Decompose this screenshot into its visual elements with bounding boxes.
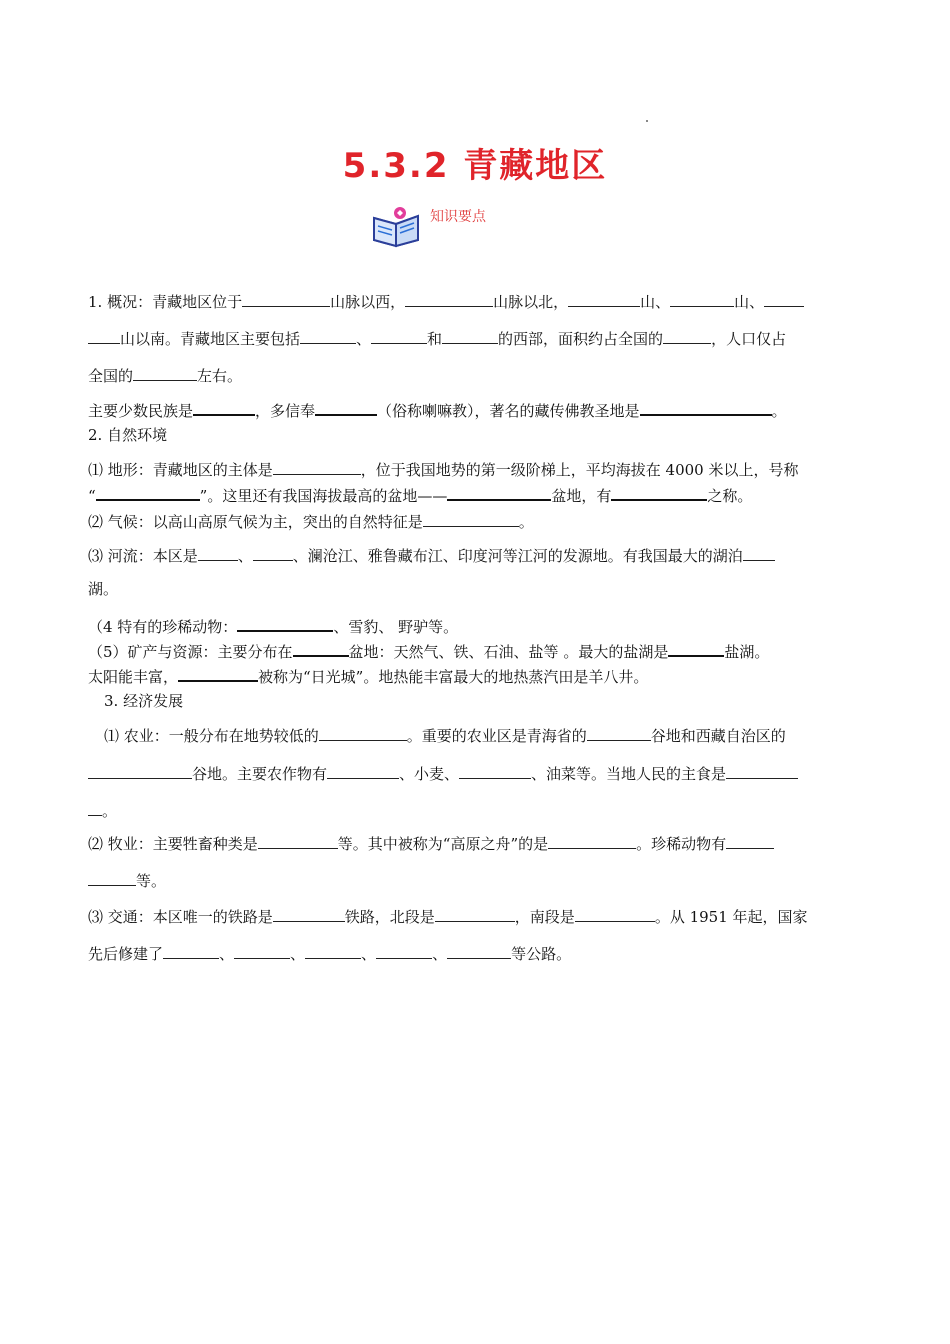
line-text: ⑴ 农业：一般分布在地势较低的 <box>104 727 319 745</box>
line-text: ⑵ 牧业：主要牲畜种类是 <box>88 835 258 853</box>
fill-in-blank <box>575 905 655 922</box>
fill-in-blank <box>88 799 102 816</box>
fill-in-blank <box>663 327 711 344</box>
fill-in-blank <box>371 327 427 344</box>
terrain-line-2 <box>88 483 868 507</box>
line-text: ，位于我国地势的第一级阶梯上，平均海拔在 4000 米以上，号称 <box>360 461 799 479</box>
line-text: （4 特有的珍稀动物： <box>88 618 238 636</box>
section-label: 知识要点 <box>430 209 486 225</box>
overview-line-1 <box>88 290 868 313</box>
fill-in-blank <box>253 544 293 561</box>
overview-line-2 <box>88 327 868 350</box>
line-text: ⑴ 地形：青藏地区的主体是 <box>88 461 273 479</box>
fill-in-blank <box>668 639 724 657</box>
line-text: 铁路，北段是 <box>344 908 435 926</box>
line-text: 之称。 <box>707 487 753 505</box>
minerals-line <box>88 639 868 663</box>
line-text: 、小麦、 <box>399 765 460 783</box>
line-text: 盆地，有 <box>551 487 612 505</box>
line-text: ，人口仅占 <box>711 330 787 348</box>
agriculture-line-3 <box>88 799 868 822</box>
husbandry-line-2 <box>88 869 868 892</box>
line-text: ⑶ 交通：本区唯一的铁路是 <box>88 908 273 926</box>
line-text: 太阳能丰富， <box>88 668 179 686</box>
fill-in-blank <box>319 724 407 741</box>
fill-in-blank <box>640 398 772 416</box>
agriculture-line-1 <box>104 724 884 747</box>
fill-in-blank <box>96 483 200 501</box>
fill-in-blank <box>670 290 734 307</box>
animals-line <box>88 614 868 638</box>
fill-in-blank <box>258 832 338 849</box>
fill-in-blank <box>423 510 519 527</box>
line-text: 山、 <box>640 293 671 311</box>
fill-in-blank <box>300 327 356 344</box>
line-text: 先后修建了 <box>88 945 164 963</box>
fill-in-blank <box>548 832 636 849</box>
fill-in-blank <box>743 544 775 561</box>
fill-in-blank <box>305 942 361 959</box>
fill-in-blank <box>88 762 192 779</box>
section-3-heading <box>104 690 884 712</box>
line-text: ，南段是 <box>514 908 575 926</box>
line-text: 山以南。青藏地区主要包括 <box>120 330 301 348</box>
fill-in-blank <box>435 905 515 922</box>
fill-in-blank <box>193 398 255 416</box>
climate-line <box>88 510 868 533</box>
terrain-line-1 <box>88 458 868 481</box>
line-text: 谷地和西藏自治区的 <box>650 727 786 745</box>
fill-in-blank <box>726 762 798 779</box>
line-text: 、 <box>237 547 253 565</box>
line-text: 。重要的农业区是青海省的 <box>406 727 587 745</box>
fill-in-blank <box>447 942 511 959</box>
line-text: 、 <box>361 945 377 963</box>
fill-in-blank <box>764 290 804 307</box>
agriculture-line-2 <box>88 762 868 785</box>
line-text: 主要少数民族是 <box>88 402 194 420</box>
transport-line-2 <box>88 942 868 965</box>
fill-in-blank <box>447 483 551 501</box>
ethnic-line <box>88 398 868 422</box>
line-text: （5）矿产与资源：主要分布在 <box>88 643 293 661</box>
line-text: 。 <box>518 513 534 531</box>
fill-in-blank <box>178 664 258 682</box>
line-text: 。 <box>771 402 787 420</box>
fill-in-blank <box>726 832 774 849</box>
fill-in-blank <box>405 290 493 307</box>
fill-in-blank <box>273 905 345 922</box>
line-text: 、 <box>290 945 306 963</box>
line-text: 全国的 <box>88 367 134 385</box>
line-text: 、油菜等。当地人民的主食是 <box>531 765 727 783</box>
line-text: ⑶ 河流：本区是 <box>88 547 198 565</box>
fill-in-blank <box>459 762 531 779</box>
line-text: 的西部，面积约占全国的 <box>498 330 664 348</box>
fill-in-blank <box>587 724 651 741</box>
line-text: 3. 经济发展 <box>104 692 184 710</box>
line-text: 。从 1951 年起，国家 <box>654 908 808 926</box>
line-text: ”。这里还有我国海拔最高的盆地—— <box>199 487 448 505</box>
line-text: 山脉以北， <box>493 293 569 311</box>
line-text: 谷地。主要农作物有 <box>192 765 328 783</box>
line-text: 湖。 <box>88 580 119 598</box>
line-text: 。 <box>102 802 118 820</box>
book-icon <box>370 204 422 248</box>
line-text: 、雪豹、 野驴等。 <box>333 618 459 636</box>
fill-in-blank <box>133 364 197 381</box>
line-text: 。珍稀动物有 <box>636 835 727 853</box>
fill-in-blank <box>163 942 219 959</box>
line-text: 山脉以西， <box>330 293 406 311</box>
fill-in-blank <box>237 614 333 632</box>
fill-in-blank <box>88 327 120 344</box>
fill-in-blank <box>568 290 640 307</box>
fill-in-blank <box>273 458 361 475</box>
fill-in-blank <box>88 869 136 886</box>
lake-line <box>88 578 868 600</box>
line-text: 、澜沧江、雅鲁藏布江、印度河等江河的发源地。有我国最大的湖泊 <box>292 547 743 565</box>
line-text: 、 <box>432 945 448 963</box>
transport-line-1 <box>88 905 868 928</box>
fill-in-blank <box>198 544 238 561</box>
line-text: 山、 <box>734 293 765 311</box>
line-text: 和 <box>427 330 443 348</box>
husbandry-line-1 <box>88 832 868 855</box>
fill-in-blank <box>442 327 498 344</box>
line-text: ，多信奉 <box>255 402 316 420</box>
fill-in-blank <box>234 942 290 959</box>
line-text: 盐湖。 <box>724 643 770 661</box>
line-text: 盆地：天然气、铁、石油、盐等 。最大的盐湖是 <box>348 643 669 661</box>
solar-line <box>88 664 868 688</box>
fill-in-blank <box>315 398 377 416</box>
line-text: ⑵ 气候：以高山高原气候为主，突出的自然特征是 <box>88 513 423 531</box>
line-text: 左右。 <box>197 367 243 385</box>
stray-dot <box>646 120 648 122</box>
line-text: 被称为“日光城”。地热能丰富最大的地热蒸汽田是羊八井。 <box>258 668 649 686</box>
line-text: “ <box>88 487 96 505</box>
line-text: 等。其中被称为“高原之舟”的是 <box>337 835 549 853</box>
line-text: 1. 概况：青藏地区位于 <box>88 293 243 311</box>
line-text: 等公路。 <box>511 945 572 963</box>
fill-in-blank <box>293 639 349 657</box>
line-text: 、 <box>219 945 235 963</box>
page-title: 5.3.2 青藏地区 <box>342 146 608 186</box>
overview-line-3 <box>88 364 868 387</box>
river-line <box>88 544 868 567</box>
fill-in-blank <box>242 290 330 307</box>
fill-in-blank <box>611 483 707 501</box>
fill-in-blank <box>376 942 432 959</box>
line-text: 2. 自然环境 <box>88 426 168 444</box>
fill-in-blank <box>327 762 399 779</box>
line-text: 、 <box>356 330 372 348</box>
line-text: （俗称喇嘛教），著名的藏传佛教圣地是 <box>377 402 640 420</box>
section-2-heading <box>88 424 868 446</box>
line-text: 等。 <box>136 872 167 890</box>
